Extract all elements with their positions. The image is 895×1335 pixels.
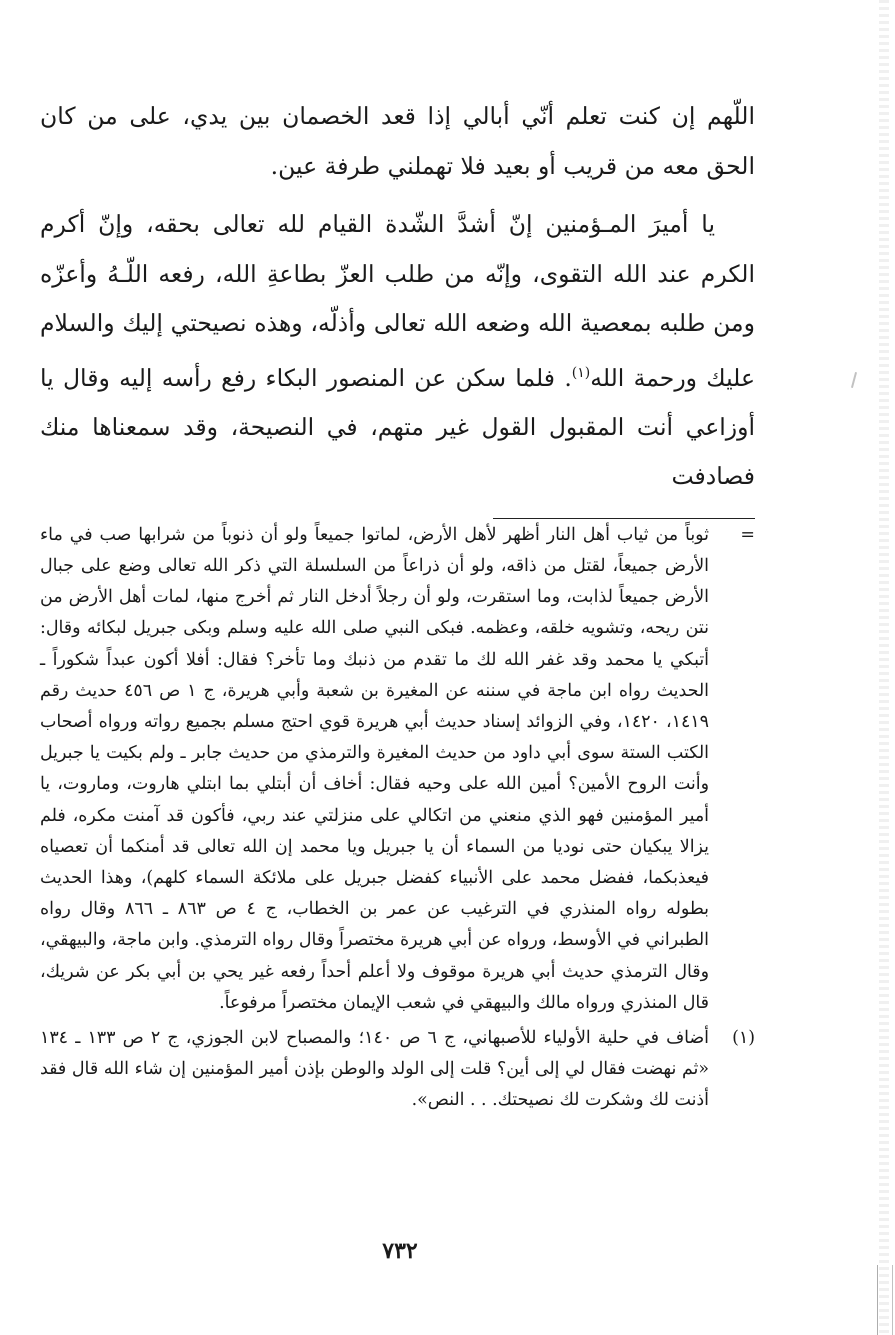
footnote-1-marker: (١)	[732, 1028, 755, 1049]
footnote-1-text: أضاف في حلية الأولياء للأصبهاني، ج ٦ ص ١٤٠؛ والمصباح لابن الجوزي، ج ٢ ص ١٣٣ ـ ١٣٤ «ثم نهضت فقال لي إلى أين؟ قلت إلى الولد والوطن بإذن أمير المؤمنين إن شاء الله قال فقد أذنت لك وشكرت لك نصيحتك. . . النص».	[40, 1028, 709, 1111]
page-number: ٧٣٢	[382, 1238, 418, 1264]
footnote-continued	[40, 520, 755, 1019]
footnote-continued-text: ثوباً من ثياب أهل النار أظهر لأهل الأرض، لماتوا جميعاً ولو أن ذنوباً من شرابها صب في ماء الأرض جميعاً، لقتل من ذاقه، ولو أن ذراعاً من السلسلة التي ذكر الله تعالى وضع على جبال الأرض جميعاً لذابت، وما استقرت، ولو أن رجلاً أدخل النار ثم أخرج منها، لمات أهل الأرض من نتن ريحه، وتشويه خلقه، وعظمه. فبكى النبي صلى الله عليه وسلم وبكى جبريل لبكائه وقال: أتبكي يا محمد وقد غفر الله لك ما تقدم من ذنبك وما تأخر؟ فقال: أفلا أكون عبداً شكوراً ـ الحديث رواه ابن ماجة في سننه عن المغيرة بن شعبة وأبي هريرة، ج ١ ص ٤٥٦ حديث رقم ١٤١٩، ١٤٢٠، وفي الزوائد إسناد حديث أبي هريرة قوي احتج مسلم بجميع رواته ورواه أصحاب الكتب الستة سوى أبي داود من حديث المغيرة والترمذي من حديث جابر ـ ولم بكيت يا جبريل وأنت الروح الأمين؟ أمين الله على وحيه فقال: أخاف أن أبتلي بما ابتلي هاروت، وماروت، يا أمير المؤمنين فهو الذي منعني من اتكالي على منزلتي عند ربي، فأكون قد آمنت مكره، فلم يزالا يبكيان حتى نوديا من السماء أن يا جبريل ويا محمد إن الله تعالى قد أمنكما أن تعصياه فيعذبكما، ففضل محمد على الأنبياء كفضل جبريل على ملائكة السماء كلهم)، وهذا الحديث بطوله رواه المنذري في الترغيب عن عمر بن الخطاب، ج ٤ ص ٨٦٣ ـ ٨٦٦ وقال رواه الطبراني في الأوسط، ورواه عن أبي هريرة مختصراً وقال رواه الترمذي. وابن ماجة، والبيهقي، وقال الترمذي حديث أبي هريرة موقوف ولا أعلم أحداً رفعه غير يحي بن أبي بكر عن شريك، قال المنذري ورواه مالك والبيهقي في شعب الإيمان مختصراً مرفوعاً.	[40, 524, 709, 1013]
footnote-separator	[493, 518, 755, 519]
scan-mark-artifact	[851, 372, 857, 388]
scan-binding-artifact	[877, 1265, 893, 1335]
main-text	[40, 92, 755, 502]
footnote-1	[40, 1023, 755, 1117]
scan-edge-artifact	[879, 0, 889, 1335]
footnotes	[40, 520, 755, 1117]
paragraph-2-text: يا أميرَ المـؤمنين إنّ أشدَّ الشّدة القيام لله تعالى بحقه، وإنّ أكرم الكرم عند الله التقوى، وإنّه من طلب العزّ بطاعةِ الله، رفعه اللّـهُ وأعزّه ومن طلبه بمعصية الله وضعه الله تعالى وأذلّه، وهذه نصيحتي إليك والسلام عليك ورحمة الله	[40, 210, 755, 392]
paragraph-1: اللّهم إن كنت تعلم أنّي أبالي إذا قعد الخصمان بين يدي، على من كان الحق معه من قريب أو بعيد فلا تهملني طرفة عين.	[40, 102, 755, 180]
document-page	[40, 92, 755, 1117]
paragraph-2-continuation: . فلما سكن عن المنصور البكاء رفع رأسه إليه وقال يا أوزاعي أنت المقبول القول غير متهم، في النصيحة، وقد سمعناها منك فصادفت	[40, 363, 755, 491]
footnote-continued-marker: =	[740, 524, 755, 545]
paragraph-2	[40, 200, 755, 502]
footnote-reference: (١)	[571, 364, 591, 381]
